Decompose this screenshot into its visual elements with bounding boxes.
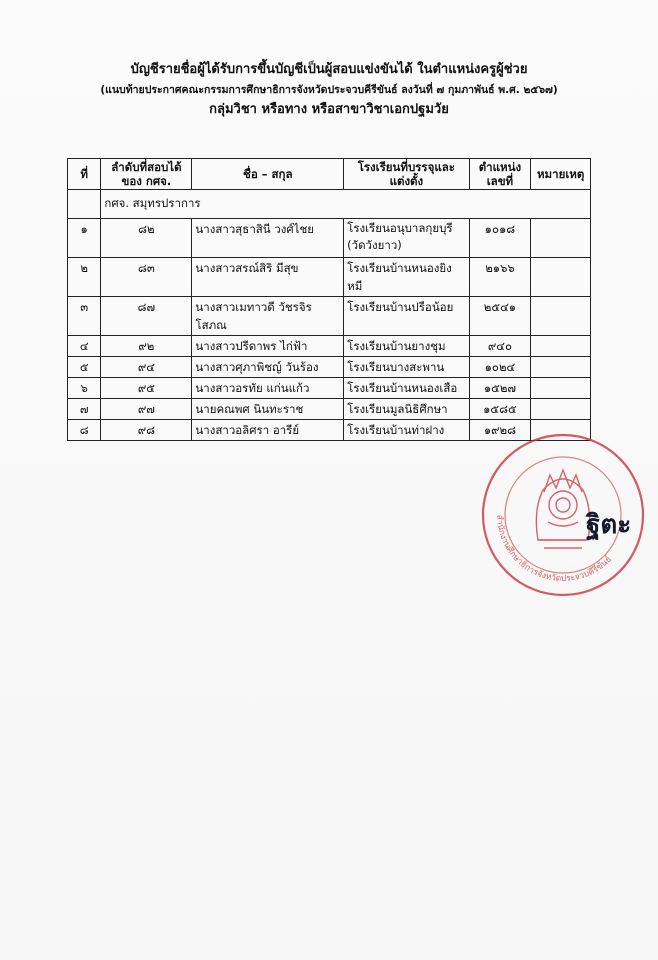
group-row: [68, 190, 591, 219]
cell-name: นางสาวศุภาพิชญ์ วันร้อง: [192, 357, 344, 378]
cell-rank: ๘๒: [101, 219, 192, 258]
cell-rank: ๙๕: [101, 378, 192, 399]
col-header-note: หมายเหตุ: [531, 159, 591, 190]
cell-no: ๔: [68, 336, 101, 357]
cell-rank: ๙๔: [101, 357, 192, 378]
table-row: [68, 336, 591, 357]
cell-school: โรงเรียนบ้านยางชุม: [344, 336, 469, 357]
cell-note: [531, 219, 591, 258]
official-seal-stamp: [478, 430, 648, 600]
cell-school: โรงเรียนมูลนิธิศึกษา: [344, 399, 469, 420]
cell-school: โรงเรียนบ้านท่าฝาง: [344, 420, 469, 441]
cell-position: ๒๑๖๖: [469, 258, 531, 297]
cell-no: ๖: [68, 378, 101, 399]
cell-school: โรงเรียนบ้านปรือน้อย: [344, 297, 469, 336]
header-subtitle: (แนบท้ายประกาศคณะกรรมการศึกษาธิการจังหวัดประจวบคีรีขันธ์ ลงวันที่ ๗ กุมภาพันธ์ พ.ศ. ๒๕๖๗): [100, 84, 558, 96]
cell-no: ๕: [68, 357, 101, 378]
cell-school: โรงเรียนบ้านหนองเสือ: [344, 378, 469, 399]
cell-position: ๑๐๑๘: [469, 219, 531, 258]
col-header-school: โรงเรียนที่บรรจุและ แต่งตั้ง: [344, 159, 469, 190]
cell-rank: ๙๘: [101, 420, 192, 441]
header-title: บัญชีรายชื่อผู้ได้รับการขึ้นบัญชีเป็นผู้สอบแข่งขันได้ ในตำแหน่งครูผู้ช่วย: [130, 62, 528, 77]
cell-rank: ๘๗: [101, 297, 192, 336]
cell-no: ๗: [68, 399, 101, 420]
cell-position: ๙๔๐: [469, 336, 531, 357]
group-label: กศจ. สมุทรปราการ: [101, 190, 591, 219]
cell-note: [531, 378, 591, 399]
cell-position: ๑๐๒๔: [469, 357, 531, 378]
cell-position: ๑๕๘๕: [469, 399, 531, 420]
table-row: [68, 357, 591, 378]
table-header-row: [68, 159, 591, 190]
cell-name: นางสาวเมทาวดี วัชรจิรโสภณ: [192, 297, 344, 336]
cell-note: [531, 258, 591, 297]
cell-rank: ๙๗: [101, 399, 192, 420]
cell-name: นางสาวสรณ์สิริ มีสุข: [192, 258, 344, 297]
cell-no: ๘: [68, 420, 101, 441]
group-empty-cell: [68, 190, 101, 219]
cell-note: [531, 357, 591, 378]
cell-position: ๒๕๔๑: [469, 297, 531, 336]
cell-note: [531, 297, 591, 336]
cell-position: ๑๕๒๗: [469, 378, 531, 399]
cell-position: ๑๙๒๘: [469, 420, 531, 441]
table-row: [68, 399, 591, 420]
cell-no: ๓: [68, 297, 101, 336]
table-row: [68, 219, 591, 258]
cell-school: โรงเรียนบ้านหนองยิงหมี: [344, 258, 469, 297]
cell-no: ๒: [68, 258, 101, 297]
col-header-rank: ลำดับที่สอบได้ ของ กศจ.: [101, 159, 192, 190]
table-row: [68, 378, 591, 399]
cell-school: โรงเรียนอนุบาลกุยบุรี (วัดวังยาว): [344, 219, 469, 258]
col-header-no: ที่: [68, 159, 101, 190]
seal-text: สำนักงานศึกษาธิการจังหวัดประจวบคีรีขันธ์: [493, 514, 614, 585]
cell-no: ๑: [68, 219, 101, 258]
cell-rank: ๘๓: [101, 258, 192, 297]
table-row: [68, 258, 591, 297]
table-row: [68, 297, 591, 336]
cell-rank: ๙๒: [101, 336, 192, 357]
cell-name: นายคณพศ นินทะราช: [192, 399, 344, 420]
cell-name: นางสาวอรทัย แก่นแก้ว: [192, 378, 344, 399]
cell-name: นางสาวปรีดาพร ไก่ฟ้า: [192, 336, 344, 357]
cell-note: [531, 336, 591, 357]
signature: ฐิตะ: [586, 510, 632, 540]
cell-school: โรงเรียนบางสะพาน: [344, 357, 469, 378]
col-header-position: ตำแหน่ง เลขที่: [469, 159, 531, 190]
col-header-name: ชื่อ – สกุล: [192, 159, 344, 190]
cell-note: [531, 399, 591, 420]
results-table: [67, 158, 591, 441]
seal-icon: [478, 430, 648, 600]
document-header: [0, 60, 658, 120]
header-subject-group: กลุ่มวิชา หรือทาง หรือสาขาวิชาเอกปฐมวัย: [209, 102, 449, 117]
cell-name: นางสาวอลิศรา อารีย์: [192, 420, 344, 441]
cell-name: นางสาวสุธาสินี วงศ์ไชย: [192, 219, 344, 258]
